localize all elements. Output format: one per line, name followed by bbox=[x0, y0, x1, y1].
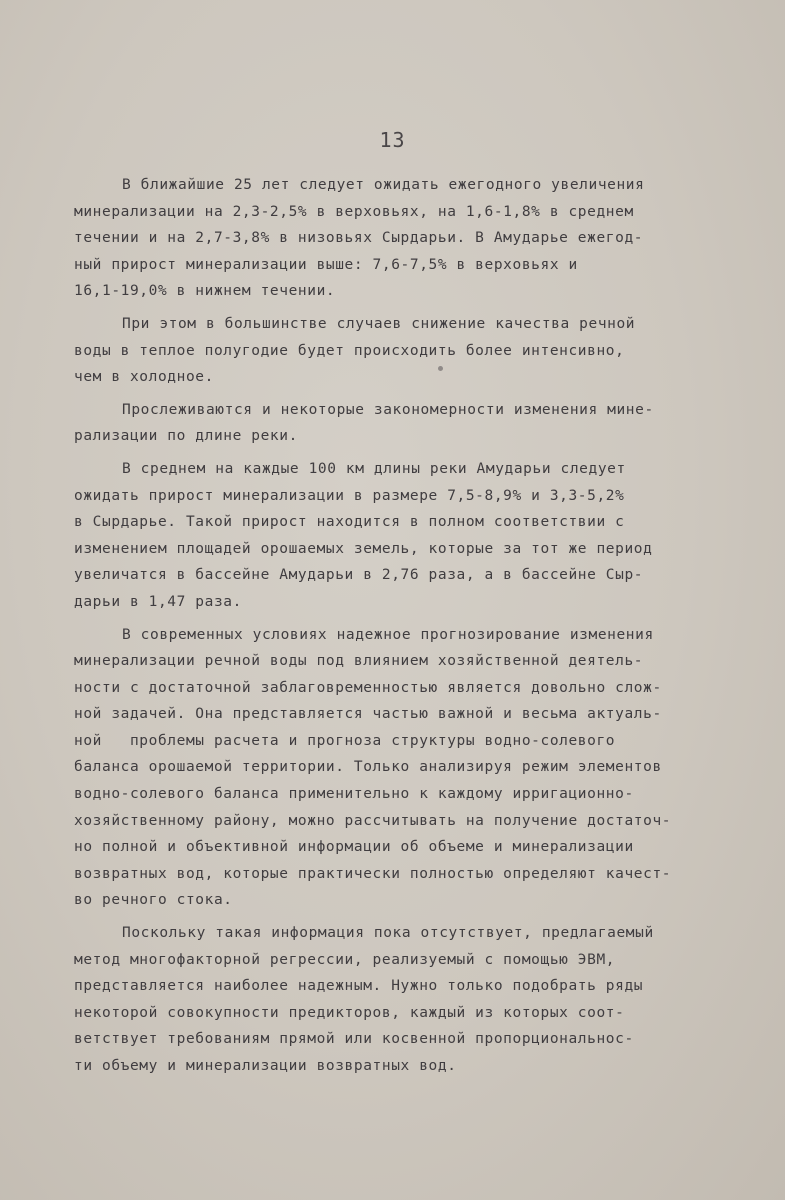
text-line: но полной и объективной информации об объеме и минерализации bbox=[74, 839, 634, 856]
text-line: представляется наиболее надежным. Нужно только подобрать ряды bbox=[74, 978, 644, 995]
text-line: В ближайшие 25 лет следует ожидать ежегодного увеличения bbox=[122, 177, 645, 193]
text-line: изменением площадей орошаемых земель, которые за тот же период bbox=[74, 540, 653, 557]
text-line: ветствует требованиям прямой или косвенной пропорциональнос- bbox=[74, 1031, 634, 1048]
text-line: течении и на 2,7-3,8% в низовьях Сырдарьи. В Амударье ежегод- bbox=[74, 230, 644, 247]
text-line: ти объему и минерализации возвратных вод. bbox=[74, 1058, 457, 1074]
paragraph-1 bbox=[74, 172, 754, 305]
text-line: При этом в большинстве случаев снижение качества речной bbox=[122, 315, 636, 332]
text-line: Поскольку такая информация пока отсутствует, предлагаемый bbox=[122, 925, 654, 942]
text-line: увеличатся в бассейне Амударьи в 2,76 раза, а в бассейне Сыр- bbox=[74, 567, 644, 584]
paragraph-6 bbox=[74, 920, 754, 1080]
text-line: ной задачей. Она представляется частью важной и весьма актуаль- bbox=[74, 706, 662, 723]
text-line: рализации по длине реки. bbox=[74, 428, 298, 445]
paragraph-4 bbox=[74, 456, 754, 616]
text-line: ной проблемы расчета и прогноза структуры водно-солевого bbox=[74, 732, 616, 749]
text-line: во речного стока. bbox=[74, 892, 233, 909]
text-line: баланса орошаемой территории. Только анализируя режим элементов bbox=[74, 759, 662, 776]
text-line: Прослеживаются и некоторые закономерности изменения мине- bbox=[122, 401, 654, 418]
text-line: В среднем на каждые 100 км длины реки Амударьи следует bbox=[122, 460, 626, 477]
text-line: ности с достаточной заблаговременностью является довольно слож- bbox=[74, 679, 662, 696]
paragraph-3 bbox=[74, 397, 754, 450]
text-line: ожидать прирост минерализации в размере 7,5-8,9% и 3,3-5,2% bbox=[74, 487, 625, 504]
text-line: воды в теплое полугодие будет происходить более интенсивно, bbox=[74, 342, 625, 359]
text-line: 16,1-19,0% в нижнем течении. bbox=[74, 283, 336, 300]
paragraph-5 bbox=[74, 622, 754, 915]
text-line: В современных условиях надежное прогнозирование изменения bbox=[122, 626, 654, 643]
text-line: возвратных вод, которые практически полностью определяют качест- bbox=[74, 865, 672, 882]
text-line: минерализации на 2,3-2,5% в верховьях, на 1,6-1,8% в среднем bbox=[74, 203, 634, 220]
text-line: ный прирост минерализации выше: 7,6-7,5% в верховьях и bbox=[74, 256, 578, 273]
body-text bbox=[74, 172, 754, 1086]
ink-dot bbox=[438, 366, 443, 371]
text-line: метод многофакторной регрессии, реализуемый с помощью ЭВМ, bbox=[74, 951, 616, 968]
paragraph-2 bbox=[74, 311, 754, 391]
text-line: чем в холодное. bbox=[74, 369, 214, 386]
text-line: дарьи в 1,47 раза. bbox=[74, 593, 242, 610]
text-line: некоторой совокупности предикторов, каждый из которых соот- bbox=[74, 1004, 625, 1021]
text-line: в Сырдарье. Такой прирост находится в полном соответствии с bbox=[74, 514, 625, 531]
text-line: минерализации речной воды под влиянием хозяйственной деятель- bbox=[74, 653, 644, 670]
text-line: водно-солевого баланса применительно к каждому ирригационно- bbox=[74, 786, 634, 803]
text-line: хозяйственному району, можно рассчитывать на получение достаточ- bbox=[74, 812, 672, 829]
page-number: 13 bbox=[379, 128, 406, 152]
